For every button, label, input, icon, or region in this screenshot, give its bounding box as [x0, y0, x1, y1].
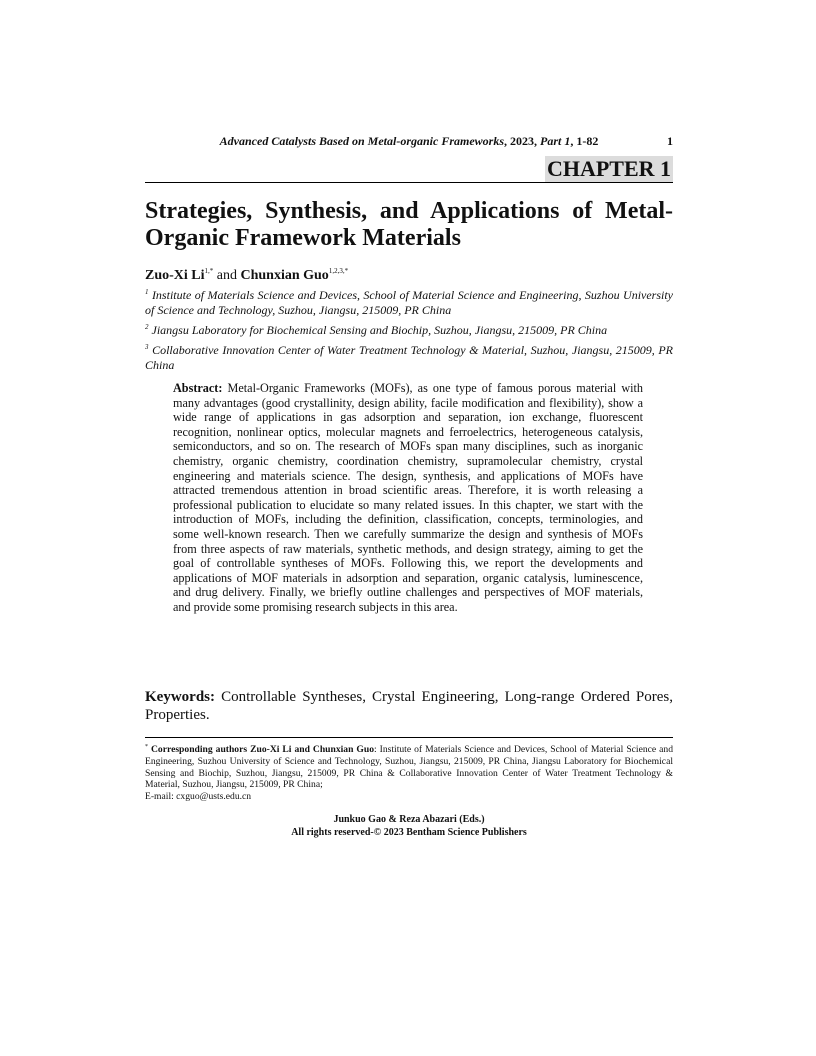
affiliation-number: 1 — [145, 288, 149, 296]
author-connector: and — [213, 268, 241, 283]
keywords-text: Controllable Syntheses, Crystal Engineering, Long-range Ordered Pores, Properties. — [145, 689, 674, 723]
footnote-divider — [145, 737, 673, 738]
footnote-email: E-mail: cxguo@usts.edu.cn — [145, 791, 252, 803]
abstract-label: Abstract: — [173, 381, 223, 395]
affiliation-text: Institute of Materials Science and Devices, School of Material Science and Engineering, Suzhou University of Science and Technology, Suzhou, Jiangsu, 215009, PR China — [145, 288, 674, 317]
header-part: Part 1 — [540, 134, 571, 148]
author-2-name: Chunxian Guo — [240, 268, 329, 283]
affiliation-3 — [145, 340, 673, 373]
footnote-marker: * — [145, 744, 148, 750]
abstract-text: Metal-Organic Frameworks (MOFs), as one type of famous porous material with many advantages (good crystallinity, design ability, facile modification and flexibility), show a wide range of applications in gas adsorption and separation, ion exchange, fluorescent recognition, nonlinear optics, molecular magnets and ferroelectrics, heterogeneous catalysis, semiconductors, and so on. The research of MOFs span many disciplines, such as inorganic chemistry, organic chemistry, coordination chemistry, supramolecular chemistry, crystal engineering and materials science. The design, synthesis, and applications of MOFs have attracted tremendous attention in broad scientific areas. Therefore, it is worth releasing a professional publication to elucidate so many related issues. In this chapter, we start with the introduction of MOFs, including the definition, classification, concepts, terminologies, and some well-known research. Then we carefully summarize the design and synthesis of MOFs from three aspects of raw materials, synthetic methods, and design strategy, aiming to get the goal of controllable syntheses of MOFs. Following this, we report the developments and applications of MOF materials in adsorption and separation, organic catalysis, luminescence, and drug delivery. Finally, we briefly outline challenges and perspectives of MOF materials, and provide some promising research subjects in this area. — [173, 381, 643, 614]
running-header — [145, 134, 673, 149]
header-year: , 2023, — [504, 134, 540, 148]
editors-line: Junkuo Gao & Reza Abazari (Eds.) — [333, 814, 485, 825]
author-2-affiliation-marker: 1,2,3,* — [328, 267, 349, 275]
chapter-title: Strategies, Synthesis, and Applications of Metal-Organic Framework Materials — [145, 198, 673, 251]
corresponding-author-footnote — [145, 742, 673, 803]
page-number: 1 — [667, 134, 673, 148]
affiliation-number: 3 — [145, 343, 149, 351]
affiliation-text: Jiangsu Laboratory for Biochemical Sensing and Biochip, Suzhou, Jiangsu, 215009, PR China — [151, 323, 608, 337]
author-1-affiliation-marker: 1,* — [204, 267, 214, 275]
header-pages: , 1-82 — [570, 134, 599, 148]
author-1-name: Zuo-Xi Li — [145, 268, 205, 283]
footnote-label: Corresponding authors Zuo-Xi Li and Chunxian Guo — [151, 744, 375, 755]
footnote-text: : Institute of Materials Science and Devices, School of Material Science and Engineering, Suzhou University of Science and Technology, Suzhou, Jiangsu, 215009, PR China, Jiangsu Laboratory for Biochemical Sensing and Biochip, Suzhou, Jiangsu, 215009, PR China & Collaborative Innovation Center of Water Treatment Technology & Material, Suzhou, Jiangsu, 215009, PR China; — [145, 744, 674, 791]
keywords-label: Keywords: — [145, 689, 215, 705]
author-line — [145, 262, 673, 285]
chapter-heading-rule — [145, 156, 673, 183]
keywords — [145, 688, 673, 724]
rights-line: All rights reserved-© 2023 Bentham Science Publishers — [291, 826, 527, 838]
affiliation-number: 2 — [145, 323, 149, 331]
affiliation-1 — [145, 285, 673, 318]
affiliation-2 — [145, 320, 673, 338]
book-title: Advanced Catalysts Based on Metal-organic Frameworks — [219, 134, 504, 148]
affiliation-text: Collaborative Innovation Center of Water Treatment Technology & Material, Suzhou, Jiangsu, 215009, PR China — [145, 343, 674, 372]
publication-credits — [145, 814, 673, 839]
chapter-label: CHAPTER 1 — [546, 156, 671, 181]
abstract — [173, 381, 643, 615]
